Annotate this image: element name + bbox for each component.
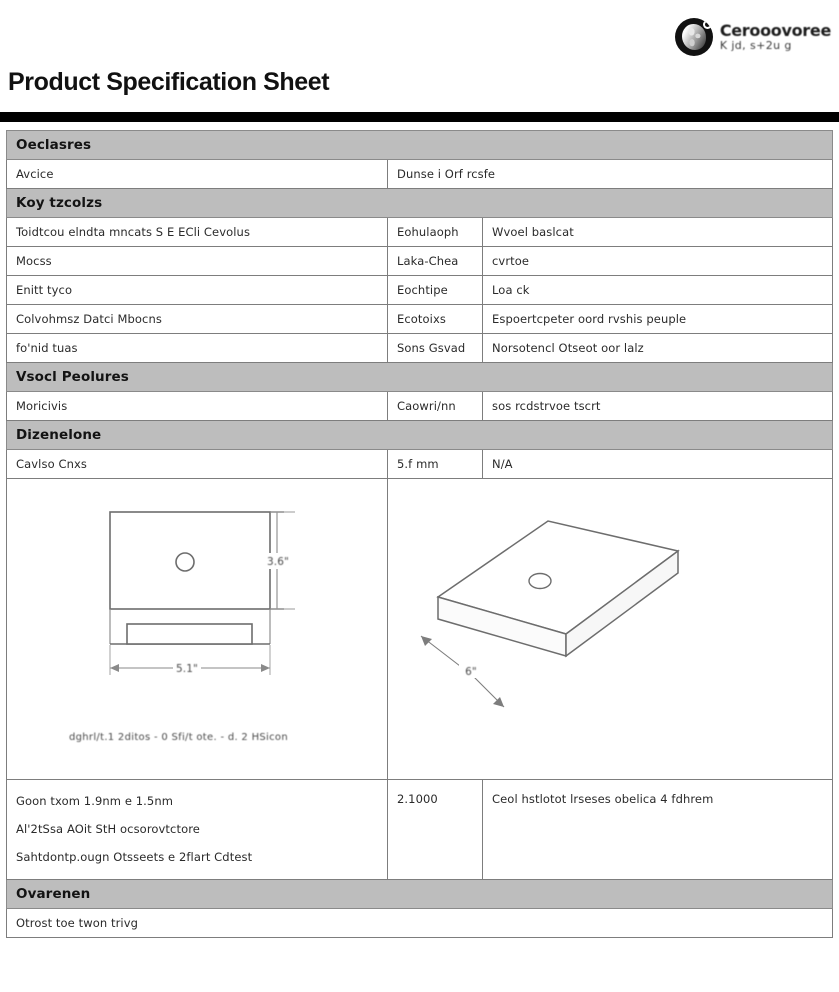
brand-tagline: K jd, s+2u g bbox=[719, 38, 792, 52]
table-row bbox=[7, 218, 833, 247]
cell-attribute: Toidtcou elndta mncats S E ECli Cevolus bbox=[7, 218, 388, 247]
section-header-label: Vsocl Peolures bbox=[7, 363, 833, 392]
cell-attribute: Enitt tyco bbox=[7, 276, 388, 305]
table-row bbox=[7, 392, 833, 421]
table-row bbox=[7, 780, 833, 880]
cell-value: Eohulaoph bbox=[388, 218, 483, 247]
table-section-header bbox=[7, 363, 833, 392]
section-header-label: Oeclasres bbox=[7, 131, 833, 160]
table-row bbox=[7, 276, 833, 305]
table-section-header bbox=[7, 189, 833, 218]
table-row bbox=[7, 160, 833, 189]
orthographic-drawing-cell bbox=[7, 479, 388, 780]
cell-value: Sons Gsvad bbox=[388, 334, 483, 363]
cell-notes: cvrtoe bbox=[483, 247, 833, 276]
drawing-row bbox=[7, 479, 833, 780]
width-dimension-label: 5.1" bbox=[176, 663, 198, 675]
cell-notes: Wvoel baslcat bbox=[483, 218, 833, 247]
cell-value: 2.1000 bbox=[388, 780, 483, 880]
detail-line: Goon txom 1.9nm e 1.5nm bbox=[16, 794, 174, 808]
cell-value: 5.f mm bbox=[388, 450, 483, 479]
cell-attribute: Cavlso Cnxs bbox=[7, 450, 388, 479]
cell-notes: Norsotencl Otseot oor lalz bbox=[483, 334, 833, 363]
cell-notes: sos rcdstrvoe tscrt bbox=[483, 392, 833, 421]
detail-line: Al'2tSsa AOit StH ocsorovtctore bbox=[16, 822, 200, 837]
table-row bbox=[7, 908, 833, 937]
section-header-label: Dizenelone bbox=[7, 421, 833, 450]
cell-notes: Loa ck bbox=[483, 276, 833, 305]
table-section-header bbox=[7, 421, 833, 450]
cell-attribute-multiline bbox=[7, 780, 388, 880]
company-seal-icon bbox=[675, 18, 713, 56]
page-title: Product Specification Sheet bbox=[8, 68, 330, 96]
section-header-label: Koy tzcolzs bbox=[7, 189, 833, 218]
table-row bbox=[7, 305, 833, 334]
isometric-view-svg bbox=[388, 479, 832, 779]
table-section-header bbox=[7, 131, 833, 160]
section-header-label: Ovarenen bbox=[7, 879, 833, 908]
cell-value: Eochtipe bbox=[388, 276, 483, 305]
cell-value: Ecotoixs bbox=[388, 305, 483, 334]
specification-table bbox=[6, 130, 833, 938]
cell-value: Dunse i Orf rcsfe bbox=[388, 160, 833, 189]
cell-value: Laka-Chea bbox=[388, 247, 483, 276]
cell-attribute: Avcice bbox=[7, 160, 388, 189]
isometric-drawing bbox=[388, 479, 832, 779]
cell-notes: Ceol hstlotot lrseses obelica 4 fdhrem bbox=[483, 780, 833, 880]
orthographic-drawing bbox=[7, 479, 387, 779]
brand-text bbox=[720, 22, 831, 51]
table-row bbox=[7, 450, 833, 479]
cell-attribute: Mocss bbox=[7, 247, 388, 276]
brand-name: Cerooovoree bbox=[719, 21, 831, 41]
cell-attribute: Otrost toe twon trivg bbox=[7, 908, 833, 937]
cell-value: Caowri/nn bbox=[388, 392, 483, 421]
cell-attribute: fo'nid tuas bbox=[7, 334, 388, 363]
table-row bbox=[7, 247, 833, 276]
cell-attribute: Colvohmsz Datci Mbocns bbox=[7, 305, 388, 334]
depth-dimension-label: 6" bbox=[465, 666, 477, 678]
cell-notes: Espoertcpeter oord rvshis peuple bbox=[483, 305, 833, 334]
table-section-header bbox=[7, 879, 833, 908]
drawing-caption: dghrl/t.1 2ditos - 0 Sfi/t ote. - d. 2 HSicon bbox=[69, 732, 288, 743]
cell-notes: N/A bbox=[483, 450, 833, 479]
detail-line: Sahtdontp.ougn Otsseets e 2flart Cdtest bbox=[16, 850, 253, 865]
title-divider bbox=[0, 112, 839, 122]
isometric-drawing-cell bbox=[388, 479, 833, 780]
height-dimension-label: 3.6" bbox=[267, 556, 289, 568]
table-row bbox=[7, 334, 833, 363]
company-logo bbox=[675, 18, 831, 56]
cell-attribute: Moricivis bbox=[7, 392, 388, 421]
